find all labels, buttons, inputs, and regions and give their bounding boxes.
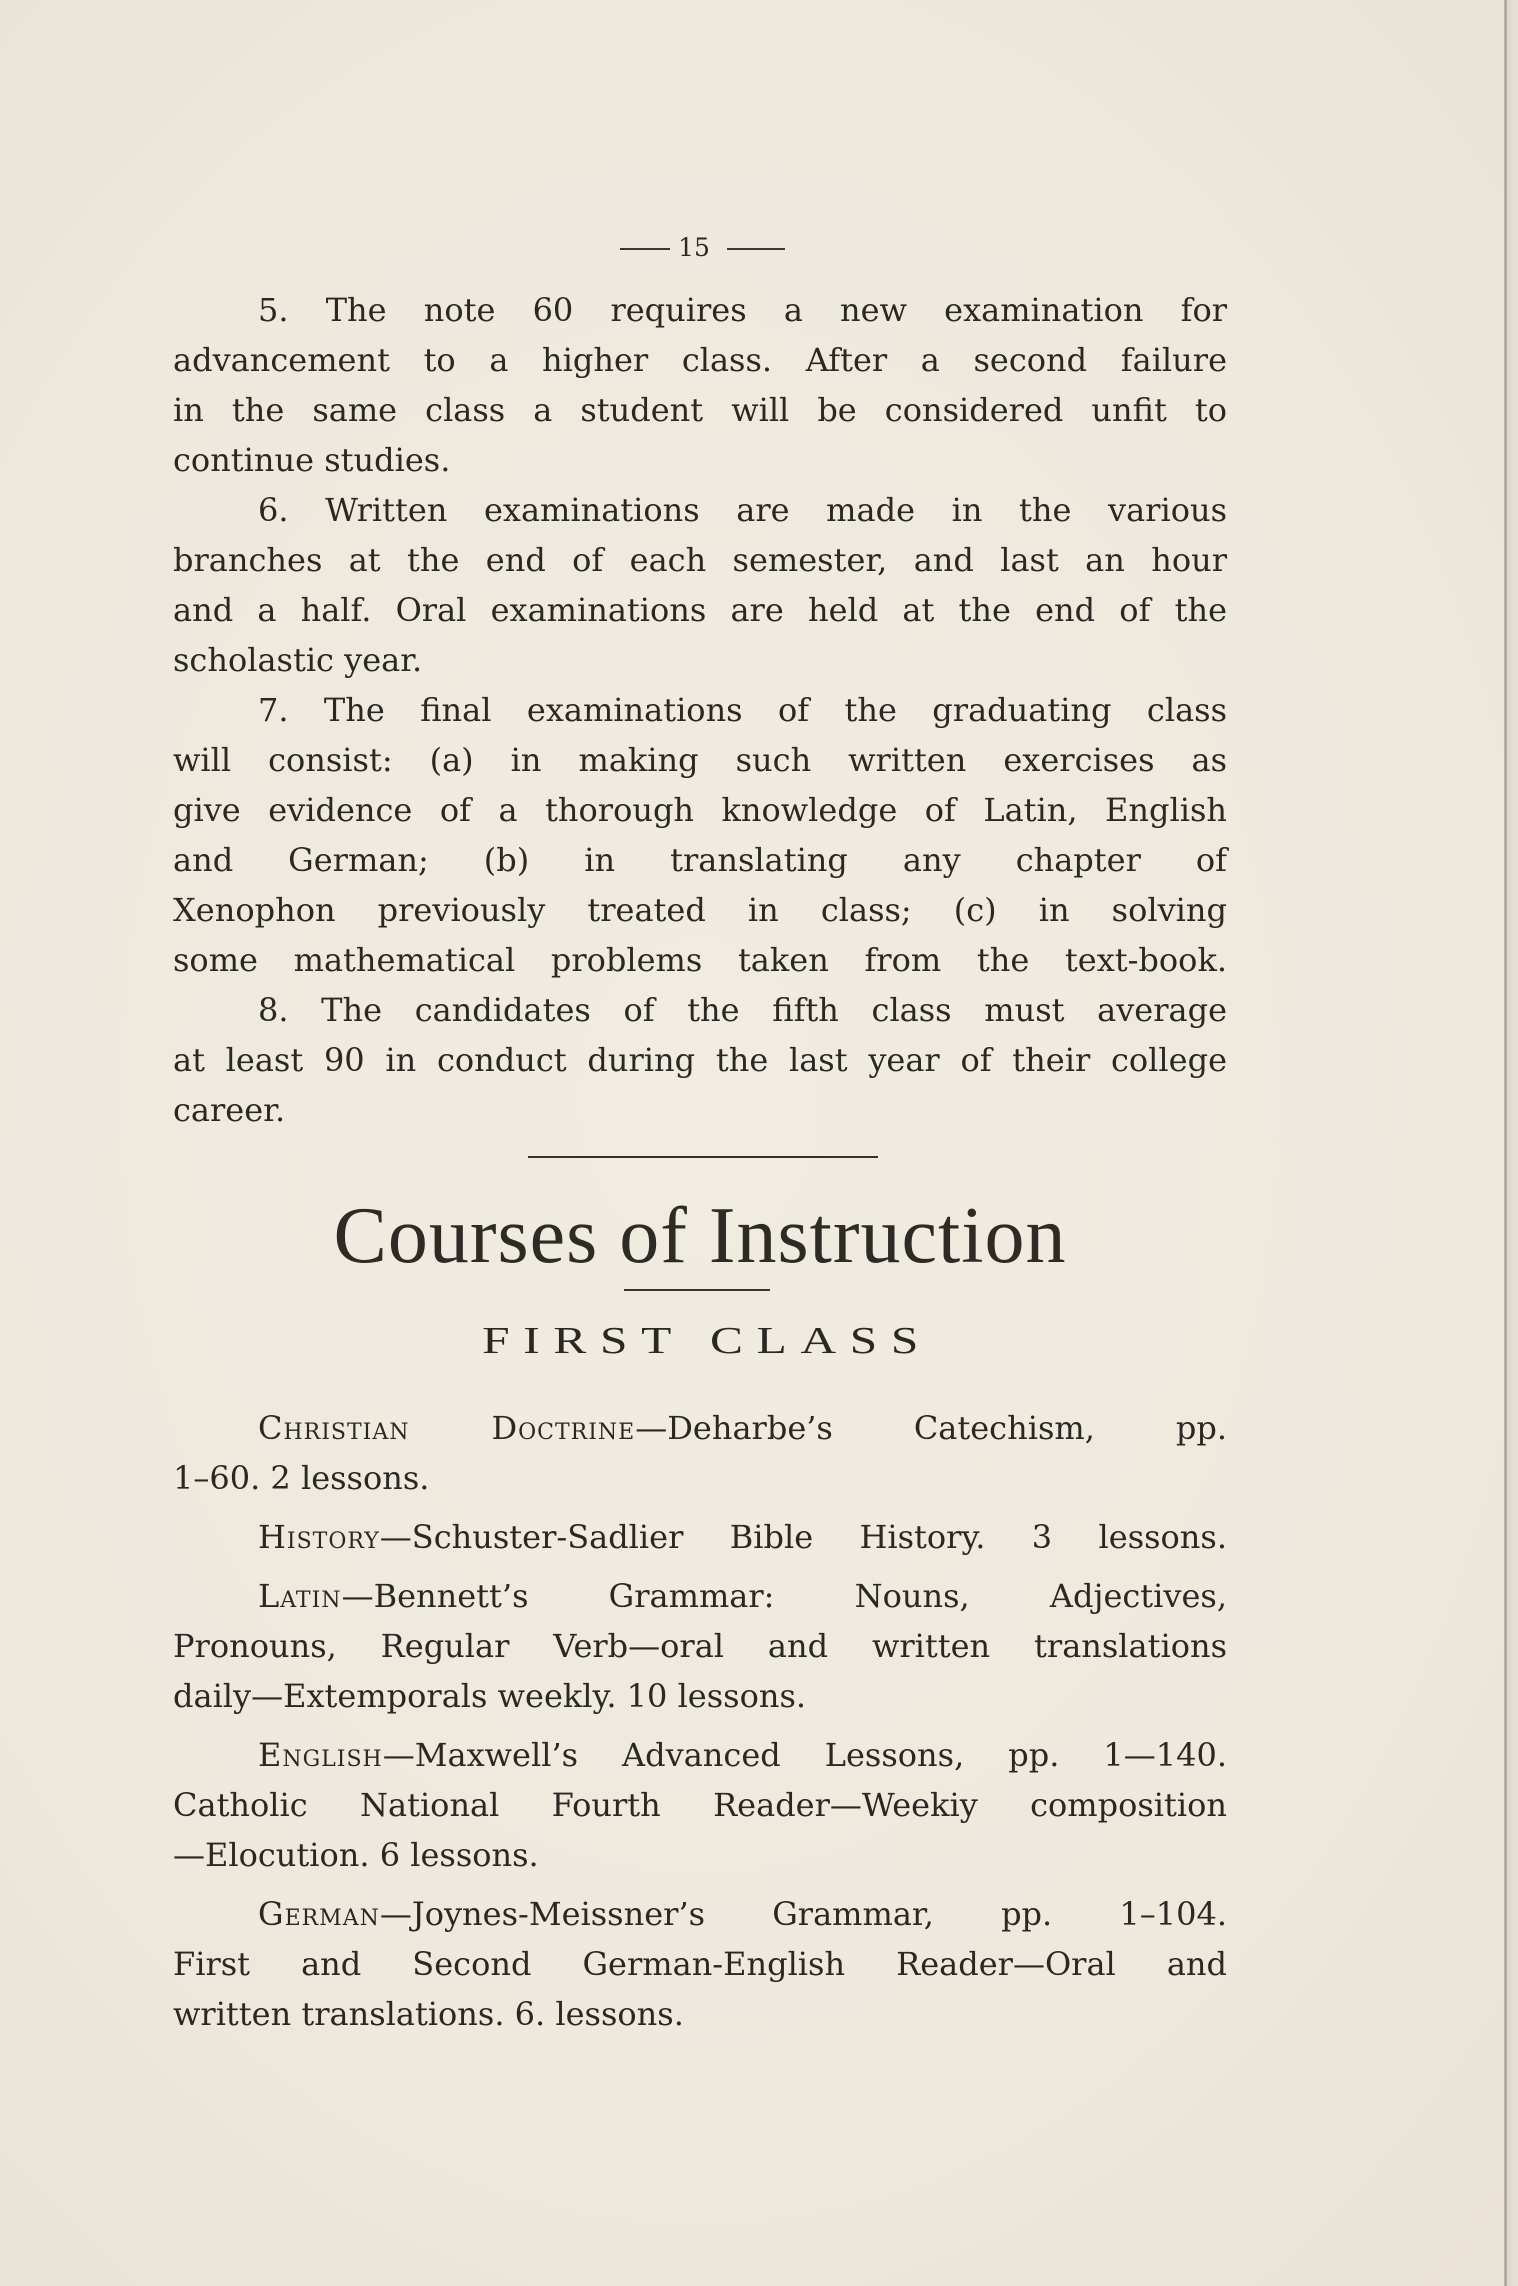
course-line: [173, 1571, 1227, 1621]
course-list: [173, 1403, 1227, 2039]
page-number-rule-left: [620, 248, 670, 250]
examination-rules: [173, 285, 1227, 1135]
rule-paragraph-8: [173, 985, 1227, 1135]
course-description: —Bennett’s Grammar: Nouns, Adjectives,: [341, 1577, 1227, 1615]
course-line: 1–60. 2 lessons.: [173, 1459, 430, 1497]
course-subject: German: [258, 1895, 380, 1933]
rule-paragraph-7: [173, 685, 1227, 985]
course-entry-german: [173, 1889, 1227, 2039]
text-line: give evidence of a thorough knowledge of Latin, English: [173, 791, 1227, 829]
text-line: continue studies.: [173, 441, 451, 479]
course-line: [173, 1403, 1227, 1453]
course-description: —Maxwell’s Advanced Lessons, pp. 1—140.: [382, 1736, 1227, 1774]
rule-paragraph-6: [173, 485, 1227, 685]
course-subject: English: [258, 1736, 383, 1774]
page-edge-strip: [1507, 0, 1518, 2286]
text-line: in the same class a student will be considered unfit to: [173, 391, 1227, 429]
course-line: daily—Extemporals weekly. 10 lessons.: [173, 1677, 807, 1715]
class-heading: [173, 1316, 1227, 1366]
class-heading-text: FIRST CLASS: [481, 1320, 932, 1362]
text-line: some mathematical problems taken from the text-book.: [173, 941, 1227, 979]
title-underline-rule: [624, 1289, 770, 1291]
course-entry-english: [173, 1730, 1227, 1880]
course-subject: Christian Doctrine: [258, 1409, 636, 1447]
rule-paragraph-5: [173, 285, 1227, 485]
course-description: —Schuster-Sadlier Bible History. 3 lessons.: [379, 1518, 1227, 1556]
text-line: at least 90 in conduct during the last year of their college: [173, 1041, 1227, 1079]
course-description: —Deharbe’s Catechism, pp.: [635, 1409, 1228, 1447]
course-subject: Latin: [258, 1577, 342, 1615]
course-description: —Joynes-Meissner’s Grammar, pp. 1–104.: [379, 1895, 1227, 1933]
text-line: and German; (b) in translating any chapter of: [173, 841, 1227, 879]
text-line: advancement to a higher class. After a second failure: [173, 341, 1227, 379]
course-line: —Elocution. 6 lessons.: [173, 1836, 539, 1874]
text-line: branches at the end of each semester, and last an hour: [173, 541, 1227, 579]
course-line: Pronouns, Regular Verb—oral and written translations: [173, 1627, 1227, 1665]
section-divider-rule: [528, 1156, 878, 1158]
page-number-rule-right: [727, 248, 785, 250]
text-line: 8. The candidates of the fifth class must average: [258, 991, 1227, 1029]
text-line: and a half. Oral examinations are held at the end of the: [173, 591, 1227, 629]
course-entry-latin: [173, 1571, 1227, 1721]
course-entry-christian-doctrine: [173, 1403, 1227, 1503]
text-line: 5. The note 60 requires a new examination for: [258, 291, 1227, 329]
course-line: Catholic National Fourth Reader—Weekiy composition: [173, 1786, 1227, 1824]
course-line: written translations. 6. lessons.: [173, 1995, 684, 2033]
course-line: [173, 1512, 1227, 1562]
text-line: 6. Written examinations are made in the various: [258, 491, 1227, 529]
course-line: [173, 1889, 1227, 1939]
page-number: 15: [678, 233, 710, 262]
text-line: scholastic year.: [173, 641, 423, 679]
text-line: Xenophon previously treated in class; (c) in solving: [173, 891, 1227, 929]
course-line: [173, 1730, 1227, 1780]
text-line: will consist: (a) in making such written exercises as: [173, 741, 1227, 779]
course-subject: History: [258, 1518, 380, 1556]
course-line: First and Second German-English Reader—Oral and: [173, 1945, 1227, 1983]
text-line: career.: [173, 1091, 286, 1129]
course-entry-history: [173, 1512, 1227, 1562]
text-line: 7. The final examinations of the graduating class: [258, 691, 1227, 729]
section-title: Courses of Instruction: [333, 1192, 1067, 1280]
